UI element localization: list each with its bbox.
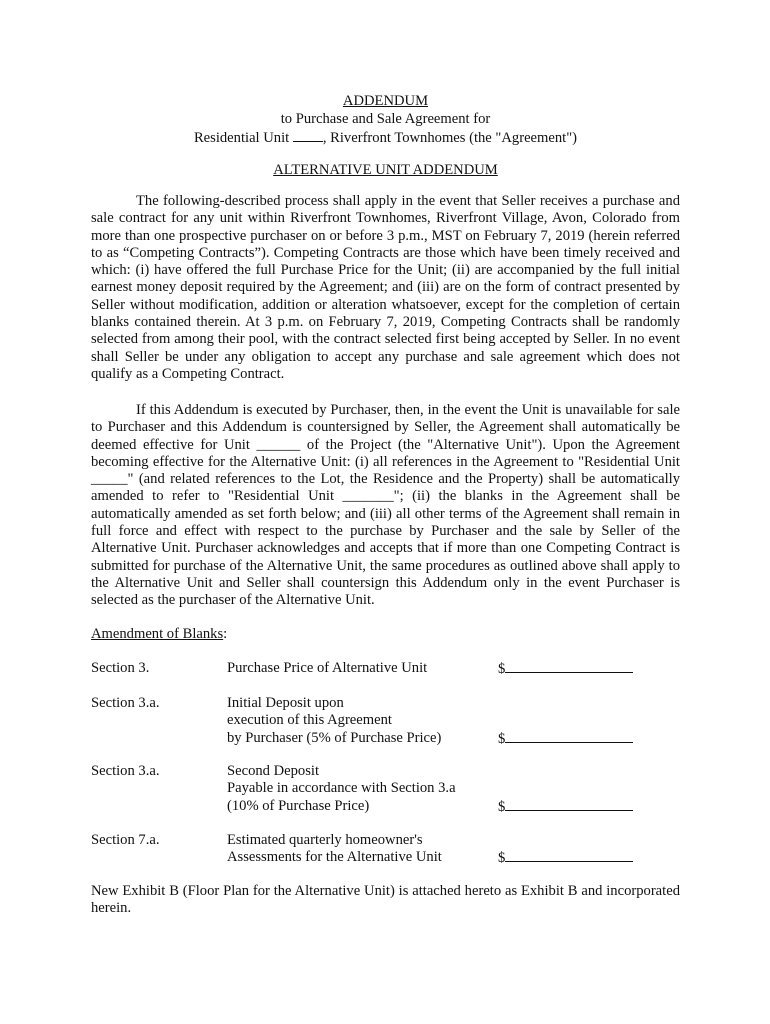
amount-blank[interactable] (505, 730, 633, 743)
amount-field[interactable] (498, 849, 638, 867)
amendment-heading: Amendment of Blanks: (91, 626, 228, 642)
section-label: Section 3.a. (91, 695, 160, 711)
amount-field[interactable] (498, 660, 638, 678)
agreement-line: Residential Unit , Riverfront Townhomes (the "Agreement") (193, 130, 578, 146)
amount-field[interactable] (498, 730, 638, 748)
paragraph-exhibit-b: New Exhibit B (Floor Plan for the Alternative Unit) is attached hereto as Exhibit B and incorporated herein. (91, 883, 680, 917)
section-title: ALTERNATIVE UNIT ADDENDUM (273, 162, 498, 178)
document-subtitle: to Purchase and Sale Agreement for (280, 110, 491, 127)
section-description: Estimated quarterly homeowner's Assessments for the Alternative Unit (227, 832, 442, 866)
alternative-unit-blank[interactable]: ______ (256, 436, 301, 453)
amount-blank[interactable] (505, 849, 633, 862)
dollar-sign: $ (498, 661, 506, 677)
section-label: Section 7.a. (91, 832, 160, 848)
amount-blank[interactable] (505, 660, 633, 673)
section-description: Purchase Price of Alternative Unit (227, 660, 428, 676)
section-description: Second Deposit Payable in accordance with Section 3.a (10% of Purchase Price) (227, 763, 456, 814)
amount-blank[interactable] (505, 798, 633, 811)
section-description: Initial Deposit upon execution of this Agreement by Purchaser (5% of Purchase Price) (227, 695, 442, 746)
dollar-sign: $ (498, 798, 506, 815)
paragraph-competing-contracts: The following-described process shall apply in the event that Seller receives a purchase and sale contract for any unit within Riverfront Townhomes, Riverfront Village, Avon, Colorado from more than one prospective purchaser on or before 3 p.m., MST on February 7, 2019 (herein referred to as “Competing Contracts”). Competing Contracts are those which have been timely received and which: (i) have offered the full Purchase Price for the Unit; (ii) are accompanied by the full initial earnest money deposit required by the Agreement; and (iii) are on the form of contract presented by Seller without modification, addition or alteration whatsoever, except for the completion of certain blanks contained therein. At 3 p.m. on February 7, 2019, Competing Contracts shall be randomly selected from among their pool, with the contract selected first being accepted by Seller. In no event shall Seller be under any obligation to accept any purchase and sale agreement which does not qualify as a Competing Contract. (91, 193, 680, 382)
unit-number-blank[interactable] (293, 128, 323, 142)
amended-unit-blank[interactable]: _______ (342, 488, 394, 505)
section-label: Section 3.a. (91, 763, 160, 779)
residential-unit-blank[interactable]: _____ (91, 471, 128, 488)
document-header (91, 93, 680, 148)
dollar-sign: $ (498, 730, 506, 747)
section-label: Section 3. (91, 660, 150, 676)
paragraph-alternative-unit: If this Addendum is executed by Purchaser, then, in the event the Unit is unavailable for sale to Purchaser and this Addendum is countersigned by Seller, the Agreement shall automatically be deemed effective for Unit ______ of the Project (the "Alternative Unit"). Upon the Agreement becoming effective for the Alternative Unit: (i) all references in the Agreement to "Residential Unit _____" (and related references to the Lot, the Residence and the Property) shall be automatically amended to refer to "Residential Unit _______"; (ii) the blanks in the Agreement shall be automatically amended as set forth below; and (iii) all other terms of the Agreement shall remain in full force and effect with respect to the purchase by Purchaser and the sale by Seller of the Alternative Unit. Purchaser acknowledges and accepts that if more than one Competing Contract is submitted for purchase of the Alternative Unit, the same procedures as outlined above shall apply to the Alternative Unit and Seller shall countersign this Addendum only in the event Purchaser is selected as the purchaser of the Alternative Unit. (91, 402, 680, 609)
amount-field[interactable] (498, 798, 638, 816)
dollar-sign: $ (498, 850, 506, 867)
document-title: ADDENDUM (342, 93, 429, 109)
